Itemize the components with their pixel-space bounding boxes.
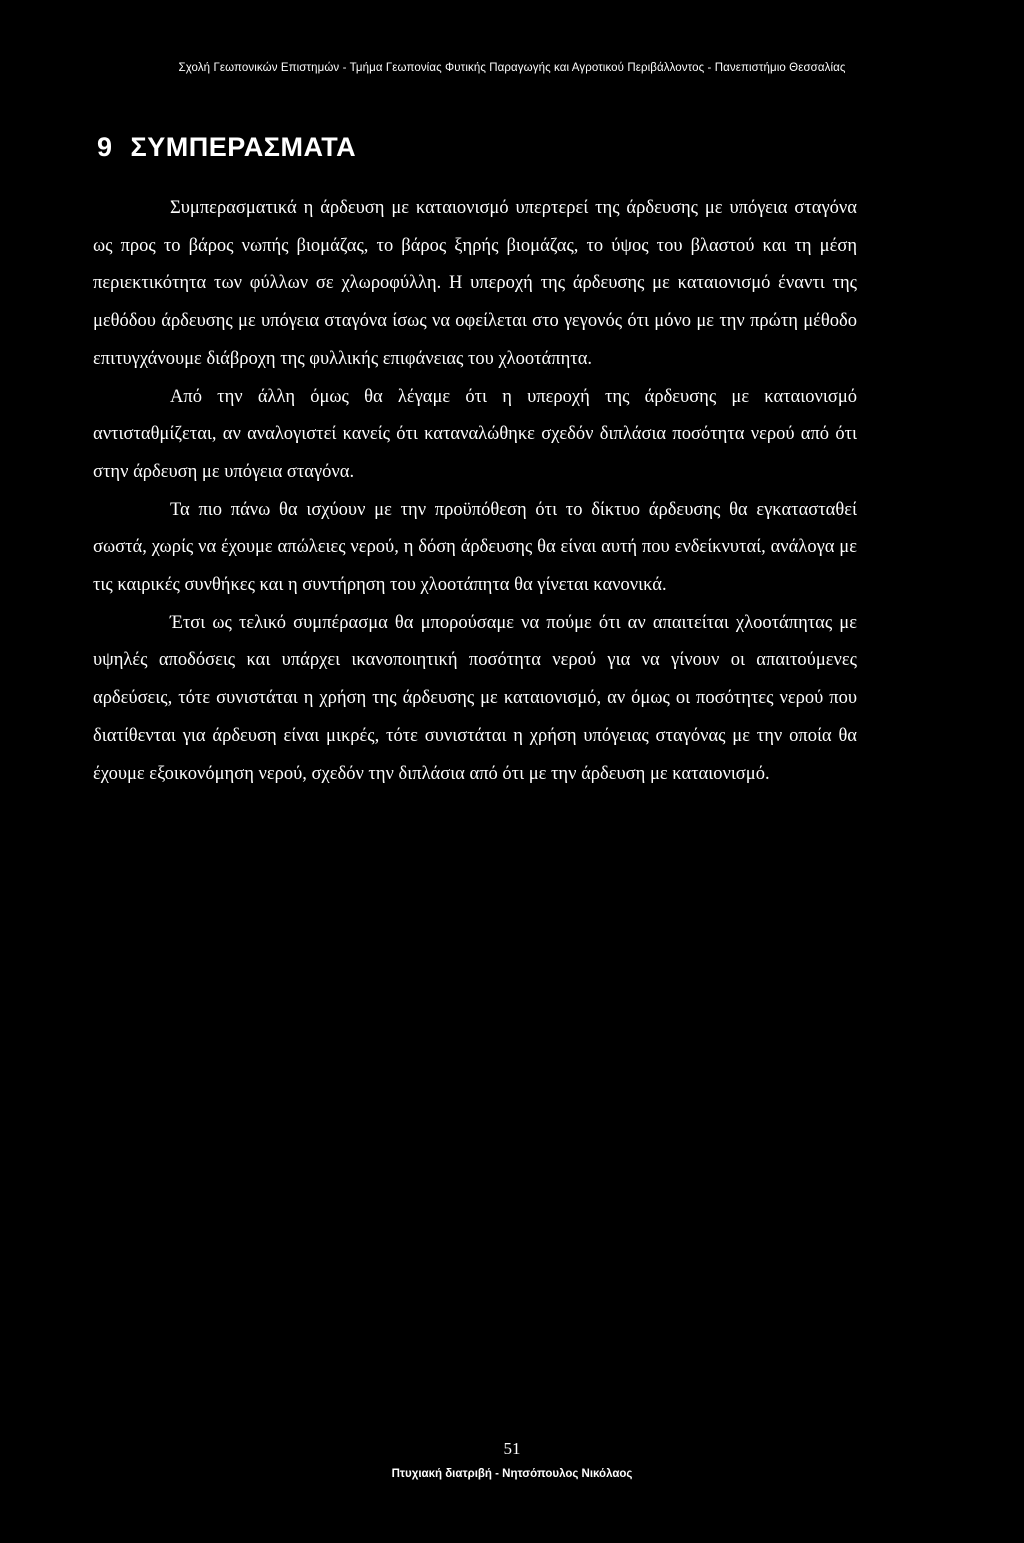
body-text	[93, 190, 857, 793]
paragraph-1: Συμπερασματικά η άρδευση με καταιονισμό υπερτερεί της άρδευσης με υπόγεια σταγόνα ως προς το βάρος νωπής βιομάζας, το βάρος ξηρής βιομάζας, το ύψος του βλαστού και τη μέση περιεκτικότητα των φύλλων σε χλωροφύλλη. Η υπεροχή της άρδευσης με καταιονισμό έναντι της μεθόδου άρδευσης με υπόγεια σταγόνα ίσως να οφείλεται στο γεγονός ότι μόνο με την πρώτη μέθοδο επιτυγχάνουμε διάβροχη της φυλλικής επιφάνειας του χλοοτάπητα.	[93, 198, 857, 369]
chapter-heading	[97, 132, 356, 163]
footer-author-line: Πτυχιακή διατριβή - Νητσόπουλος Νικόλαος	[391, 1468, 633, 1480]
running-header: Σχολή Γεωπονικών Επιστημών - Τμήμα Γεωπονίας Φυτικής Παραγωγής και Αγροτικού Περιβάλλοντος - Πανεπιστήμιο Θεσσαλίας	[178, 62, 846, 74]
chapter-number: 9	[97, 132, 113, 162]
paragraph-3: Τα πιο πάνω θα ισχύουν με την προϋπόθεση ότι το δίκτυο άρδευσης θα εγκατασταθεί σωστά, χωρίς να έχουμε απώλειες νερού, η δόση άρδευσης θα είναι αυτή που ενδείκνυταί, ανάλογα με τις καιρικές συνθήκες και η συντήρηση του χλοοτάπητα θα γίνεται κανονικά.	[93, 499, 857, 596]
page-number: 51	[503, 1439, 521, 1458]
chapter-title: ΣΥΜΠΕΡΑΣΜΑΤΑ	[130, 132, 357, 162]
paragraph-2: Από την άλλη όμως θα λέγαμε ότι η υπεροχή της άρδευσης με καταιονισμό αντισταθμίζεται, αν αναλογιστεί κανείς ότι καταναλώθηκε σχεδόν διπλάσια ποσότητα νερού από ότι στην άρδευση με υπόγεια σταγόνα.	[93, 386, 857, 482]
paragraph-4: Έτσι ως τελικό συμπέρασμα θα μπορούσαμε να πούμε ότι αν απαιτείται χλοοτάπητας με υψηλές αποδόσεις και υπάρχει ικανοποιητική ποσότητα νερού για να γίνουν οι απαιτούμενες αρδεύσεις, τότε συνιστάται η χρήση της άρδευσης με καταιονισμό, αν όμως οι ποσότητες νερού που διατίθενται για άρδευση είναι μικρές, τότε συνιστάται η χρήση υπόγειας σταγόνας με την οποία θα έχουμε εξοικονόμηση νερού, σχεδόν την διπλάσια από ότι με την άρδευση με καταιονισμό.	[93, 612, 857, 784]
